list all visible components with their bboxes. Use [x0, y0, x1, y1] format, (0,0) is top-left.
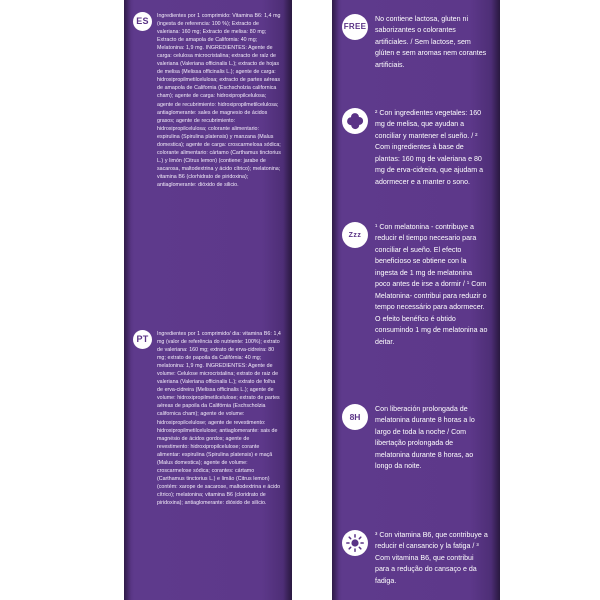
claim-eight-hour-release [341, 404, 489, 473]
carton-panel-claims [332, 0, 500, 600]
ingredients-content [133, 0, 281, 600]
free-badge-icon [342, 14, 368, 40]
claim-melatonin-sleep-text: ¹ Con melatonina - contribuye a reducir el tiempo necesario para conciliar el sueño. El efecto beneficioso se obtiene con la ingesta de 1 mg de melatonina poco antes de irse a dormir / ¹ Com Melatonina- contribui para reduzir o tempo necessário para adormecer. O efeito benéfico é obtido consumindo 1 mg de melatonina ao deitar. [375, 223, 488, 346]
claim-plant-ingredients [341, 108, 489, 188]
language-badge-pt: PT [133, 330, 152, 349]
ingredients-block-pt [133, 330, 281, 507]
carton-panel-ingredients [124, 0, 292, 600]
eight-hours-icon [342, 404, 368, 430]
panel-right-left-edge-shadow [332, 0, 339, 600]
claim-free-from-text: No contiene lactosa, gluten ni saborizantes o colorantes artificiales. / Sem lactose, sem glúten e sem aromas nem corantes artificiais. [375, 15, 487, 69]
claim-melatonin-sleep [341, 222, 489, 348]
claims-content [341, 0, 489, 600]
flower-plant-icon [342, 108, 368, 134]
sun-energy-icon [342, 530, 368, 556]
eight-hours-label: 8H [349, 411, 361, 422]
panel-right-right-edge-shadow [491, 0, 500, 600]
panel-right-edge-shadow [283, 0, 292, 600]
sleep-zzz-label: Zzz [348, 231, 362, 239]
ingredients-text-pt: Ingredientes por 1 comprimido/ dia: vitamina B6: 1,4 mg (valor de referência do nutriente: 100%); extrato de valeriana: 160 mg; extrato de erva-cidreira: 80 mg; extrato de papoila da Califórnia: 40 mg; melatonina: 1,9 mg. INGREDIENTES: Agente de volume: Celulose microcristalina; extrato de raiz de valeriana (Valeriana officinalis L.); extrato de folha de erva-cidreira (Melissa officinalis L.); agente de volume: hidroxipropilmetilcelulose; extrato de partes aéreas de papoila da Califórnia (Eschscholzia californica cham); agente de volume: hidroxipropilcelulose; agente de revestimento: hidroxipropilmetilcelulose; antiaglomerante: sais de magnésio de ácidos gordos; agente de revestimento: hidroxipropilcelulose; corante alimentar: espirulina (Spirulina platensis) e maçã (Malus domestica); agente de volume: croscarmelose sódica; corantes: cártamo (Carthamus tinctorius L.) e limão (Citrus lemon) (contém: xarope de sacarose, maltodextrina e ácido cítrico); melatonina; vitamina B6 (cloridrato de piridoxina); antiaglomerante: dióxido de silício. [157, 331, 281, 506]
ingredients-text-es: Ingredientes por 1 comprimido: Vitamina B6: 1,4 mg (ingesta de referencia: 100 %); Extracto de valeriana: 160 mg; Extracto de melisa: 80 mg; Extracto de amapola de California: 40 mg; Melatonina: 1,9 mg. INGREDIENTES: Agente de carga: celulosa microcristalina; extracto de raíz de valeriana (Valeriana officinalis L.); extracto de hojas de melisa (Melissa officinalis L.); agente de carga: hidroxipropilmetilcelulosa; extracto de partes aéreas de amapola de California (Eschscholzia californica cham); agente de carga: hidroxipropilcelulosa; agente de recubrimiento: hidroxipropilmetilcelulosa; antiaglomerante: sales de magnesio de ácidos grasos; agente de recubrimiento: hidroxipropilcelulosa; colorante alimentario: espirulina (Spirulina platensis) y manzana (Malus domestica); agente de carga: croscarmelosa sódica; colorante alimentario: cártamo (Carthamus tinctorius L.) y limón (Citrus lemon) (contiene: jarabe de sacarosa, maltodextrina y ácido cítrico); melatonina; vitamina B6 (clorhidrato de piridoxina); antiaglomerante: dióxido de silicio. [157, 13, 281, 188]
ingredients-block-es [133, 12, 281, 189]
claim-plant-ingredients-text: ² Con ingredientes vegetales: 160 mg de melisa, que ayudan a conciliar y mantener el sueño. / ² Com ingredientes à base de plantas: 160 mg de valeriana e 80 mg de erva-cidreira, que ajudam a adormecer e a manter o sono. [375, 109, 484, 186]
claim-vitamin-b6-fatigue [341, 530, 489, 587]
panel-left-edge-shadow [124, 0, 131, 600]
flower-petals-shape [347, 113, 364, 130]
claim-eight-hour-release-text: Con liberación prolongada de melatonina durante 8 horas a lo largo de toda la noche / Com libertação prolongada de melatonina durante 8 horas, ao longo da noite. [375, 405, 475, 471]
claim-free-from [341, 14, 489, 71]
sleep-zzz-icon [342, 222, 368, 248]
language-badge-es: ES [133, 12, 152, 31]
claim-vitamin-b6-fatigue-text: ³ Con vitamina B6, que contribuye a reducir el cansancio y la fatiga / ³ Com vitamina B6, que contribui para a redução do cansaço e da fadiga. [375, 531, 488, 585]
free-badge-label: FREE [343, 21, 367, 31]
